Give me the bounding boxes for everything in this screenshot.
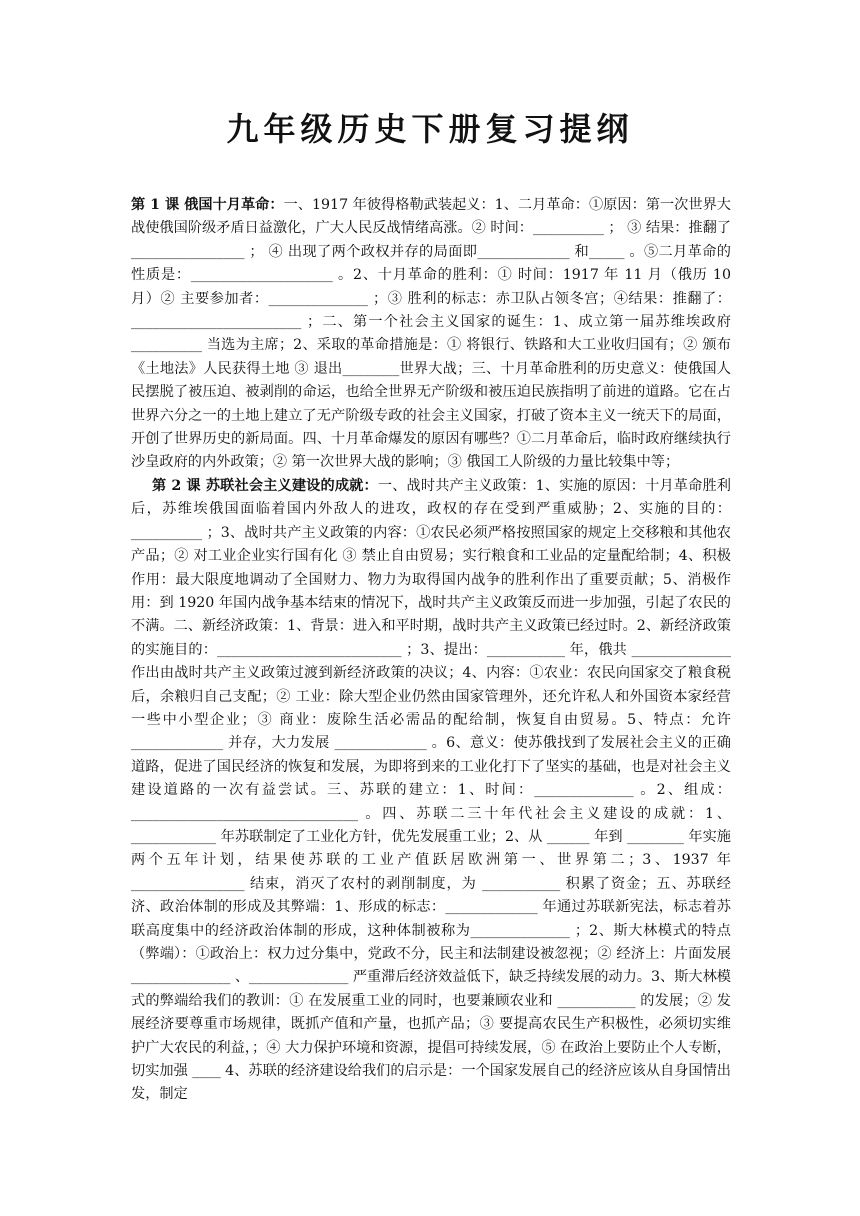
lesson-2-paragraph bbox=[131, 475, 731, 1107]
lesson-2-text: 一、战时共产主义政策：1、实施的原因：十月革命胜利后，苏维埃俄国面临着国内外敌人的进攻，政权的存在受到严重威胁；2、实施的目的：__________ ；3、战时共产主义政策的内容：①农民必须严格按照国家的规定上交移粮和其他农产品；② 对工业企业实行国有化 ③ 禁止自由贸易；实行粮食和工业品的定量配给制；4、积极作用：最大限度地调动了全国财力、物力为取得国内战争的胜利作出了重要贡献；5、消极作用：到 1920 年国内战争基本结束的情况下，战时共产主义政策反而进一步加强，引起了农民的不满。二、新经济政策：1、背景：进入和平时期，战时共产主义政策已经过时。2、新经济政策的实施目的：__________________________ ；3、提出：___________ 年，俄共 ______________ 作出由战时共产主义政策过渡到新经济政策的决议；4、内容：①农业：农民向国家交了粮食税后，余粮归自己支配；② 工业：除大型企业仍然由国家管理外，还允许私人和外国资本家经营一些中小型企业；③ 商业：废除生活必需品的配给制，恢复自由贸易。5、特点：允许_____________ 并存，大力发展 _____________ 。6、意义：使苏俄找到了发展社会主义的正确道路，促进了国民经济的恢复和发展，为即将到来的工业化打下了坚实的基础，也是对社会主义建设道路的一次有益尝试。三、苏联的建立：1、时间：______________ 。2、组成：________________________________ 。四、苏联二三十年代社会主义建设的成就：1、____________ 年苏联制定了工业化方针，优先发展重工业；2、从 ______ 年到 ________ 年实施两个五年计划，结果使苏联的工业产值跃居欧洲第一、世界第二；3、1937 年 ________________ 结束，消灭了农村的剥削制度，为 ___________ 积累了资金；五、苏联经济、政治体制的形成及其弊端：1、形成的标志：_____________ 年通过苏联新宪法，标志着苏联高度集中的经济政治体制的形成，这种体制被称为______________ ；2、斯大林模式的特点（弊端）：①政治上：权力过分集中，党政不分，民主和法制建设被忽视；② 经济上：片面发展______________ 、______________ 严重滞后经济效益低下，缺乏持续发展的动力。3、斯大林模式的弊端给我们的教训：① 在发展重工业的同时，也要兼顾农业和 ___________ 的发展；② 发展经济要尊重市场规律，既抓产值和产量，也抓产品；③ 要提高农民生产积极性，必须切实维护广大农民的利益，；④ 大力保护环境和资源，提倡可持续发展，⑤ 在政治上要防止个人专断，切实加强 ____ 4、苏联的经济建设给我们的启示是：一个国家发展自己的经济应该从自身国情出发，制定 bbox=[131, 477, 731, 1103]
document-body bbox=[131, 194, 731, 1107]
page-title: 九年级历史下册复习提纲 bbox=[226, 110, 634, 148]
lesson-1-paragraph bbox=[131, 194, 731, 475]
lesson-2-heading: 第 2 课 苏联社会主义建设的成就： bbox=[152, 477, 378, 494]
lesson-1-text: 一、1917 年彼得格勒武装起义：1、二月革命：①原因：第一次世界大战使俄国阶级矛盾日益激化，广大人民反战情绪高涨。② 时间：__________ ； ③ 结果：推翻了________________ ； ④ 出现了两个政权并存的局面即_____________ 和_____ 。⑤二月革命的性质是：____________________ 。2、十月革命的胜利：① 时间：1917 年 11 月（俄历 10 月）② 主要参加者：______________ ；③ 胜利的标志：赤卫队占领冬宫；④结果：推翻了：________________________ ；二、第一个社会主义国家的诞生：1、成立第一届苏维埃政府 __________ 当选为主席；2、采取的革命措施是：① 将银行、铁路和大工业收归国有；② 颁布《土地法》人民获得土地 ③ 退出________世界大战；三、十月革命胜利的历史意义：使俄国人民摆脱了被压迫、被剥削的命运，也给全世界无产阶级和被压迫民族指明了前进的道路。它在占世界六分之一的土地上建立了无产阶级专政的社会主义国家，打破了资本主义一统天下的局面，开创了世界历史的新局面。四、十月革命爆发的原因有哪些？①二月革命后，临时政府继续执行沙皇政府的内外政策；② 第一次世界大战的影响；③ 俄国工人阶级的力量比较集中等； bbox=[131, 197, 731, 471]
lesson-1-heading: 第 1 课 俄国十月革命： bbox=[131, 197, 284, 213]
